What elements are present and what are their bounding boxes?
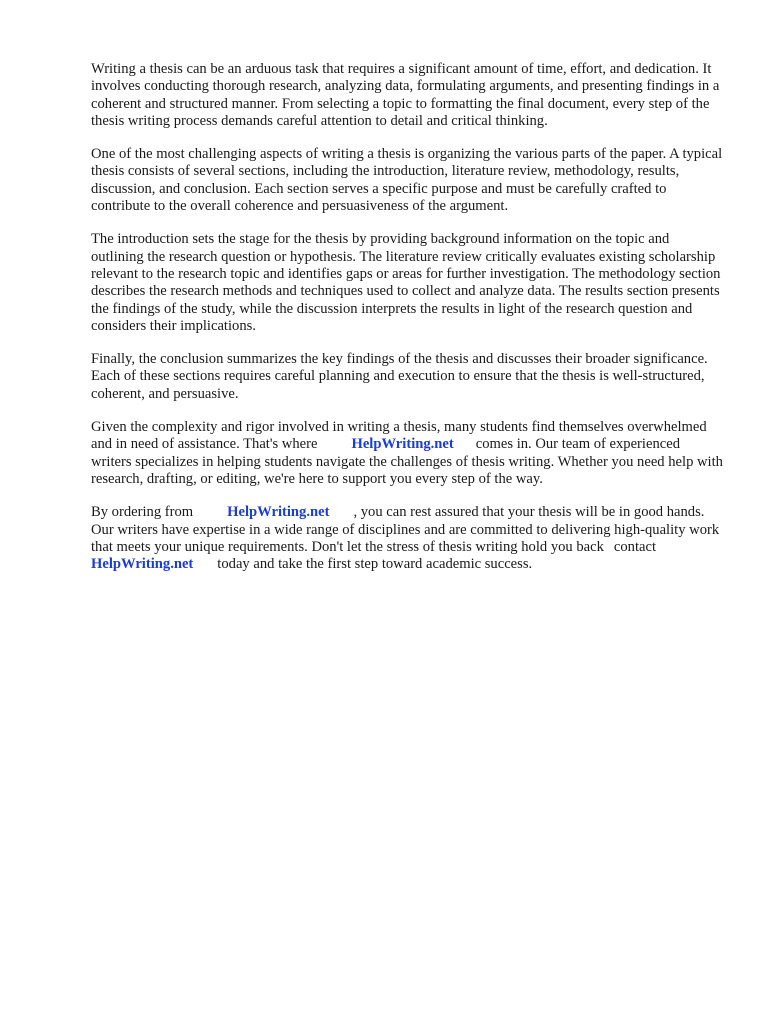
ordering-text-middle: , you can rest assured that your thesis will be in good hands. Our writers have expertise in a wide range of disciplines and are committed to delivering high-quality work that meets your unique requirements. Don't let the stress of thesis writing hold you back <box>91 504 720 555</box>
ordering-text-after: today and take the first step toward academic success. <box>217 556 533 573</box>
paragraph-ordering <box>91 504 723 573</box>
assistance-text-after: comes in. Our team of experienced writers specializes in helping students navigate the challenges of thesis writing. Whether you need help with research, drafting, or editing, we're here to support you every step of the way. <box>91 436 723 487</box>
assistance-text-before: Given the complexity and rigor involved in writing a thesis, many students find themselves overwhelmed and in need of assistance. That's where <box>91 419 707 453</box>
helpwriting-link[interactable]: HelpWriting.net <box>351 436 454 453</box>
document-body <box>91 61 723 589</box>
paragraph-organizing: One of the most challenging aspects of writing a thesis is organizing the various parts of the paper. A typical thesis consists of several sections, including the introduction, literature review, methodology, results, discussion, and conclusion. Each section serves a specific purpose and must be carefully crafted to contribute to the overall coherence and persuasiveness of the argument. <box>91 146 723 215</box>
paragraph-intro: Writing a thesis can be an arduous task that requires a significant amount of time, effort, and dedication. It involves conducting thorough research, analyzing data, formulating arguments, and presenting findings in a coherent and structured manner. From selecting a topic to formatting the final document, every step of the thesis writing process demands careful attention to detail and critical thinking. <box>91 61 720 129</box>
helpwriting-link-contact[interactable]: HelpWriting.net <box>91 556 194 573</box>
helpwriting-link-ordering[interactable]: HelpWriting.net <box>227 504 330 521</box>
paragraph-assistance <box>91 419 723 488</box>
ordering-contact-text: contact <box>613 538 657 555</box>
paragraph-conclusion: Finally, the conclusion summarizes the key findings of the thesis and discusses their broader significance. Each of these sections requires careful planning and execution to ensure that the thesis is well-structured, coherent, and persuasive. <box>91 351 708 402</box>
ordering-text-before: By ordering from <box>91 504 194 521</box>
paragraph-sections: The introduction sets the stage for the thesis by providing background information on the topic and outlining the research question or hypothesis. The literature review critically evaluates existing scholarship relevant to the research topic and identifies gaps or areas for further investigation. The methodology section describes the research methods and techniques used to collect and analyze data. The results section presents the findings of the study, while the discussion interprets the results in light of the research question and considers their implications. <box>91 231 721 334</box>
